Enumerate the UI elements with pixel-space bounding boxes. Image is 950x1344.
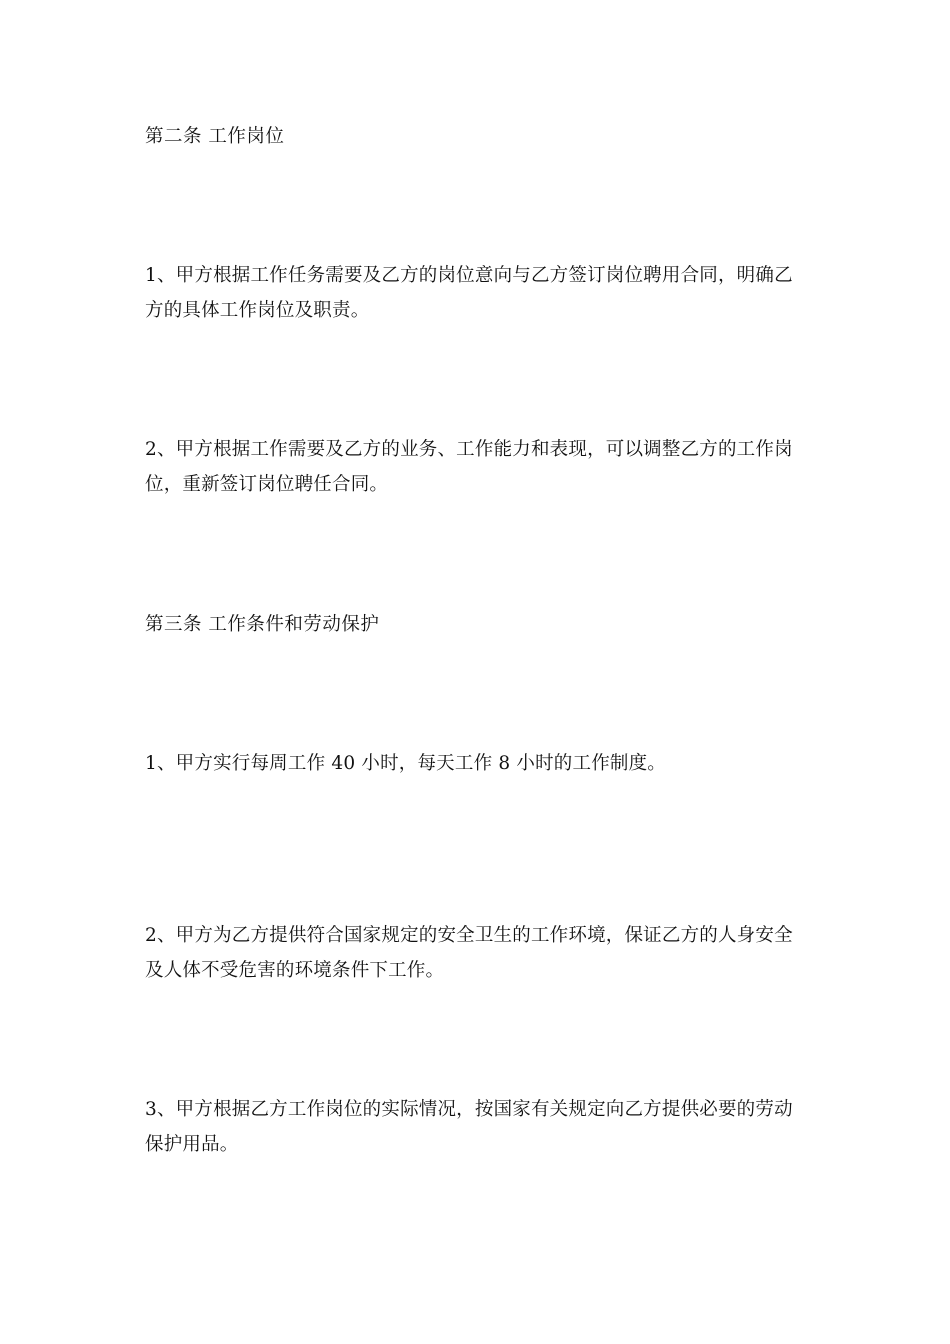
article-3-title: 第三条 工作条件和劳动保护 (145, 614, 380, 635)
article-3-item-3: 3、甲方根据乙方工作岗位的实际情况，按国家有关规定向乙方提供必要的劳动保护用品。 (145, 1099, 793, 1155)
article-3-item-1: 1、甲方实行每周工作 40 小时，每天工作 8 小时的工作制度。 (145, 753, 667, 774)
article-2-title: 第二条 工作岗位 (145, 126, 285, 147)
article-2-item-2: 2、甲方根据工作需要及乙方的业务、工作能力和表现，可以调整乙方的工作岗位，重新签订岗位聘任合同。 (145, 439, 793, 495)
article-2-item-1: 1、甲方根据工作任务需要及乙方的岗位意向与乙方签订岗位聘用合同，明确乙方的具体工作岗位及职责。 (145, 265, 793, 321)
article-3-item-2: 2、甲方为乙方提供符合国家规定的安全卫生的工作环境，保证乙方的人身安全及人体不受危害的环境条件下工作。 (145, 925, 793, 981)
